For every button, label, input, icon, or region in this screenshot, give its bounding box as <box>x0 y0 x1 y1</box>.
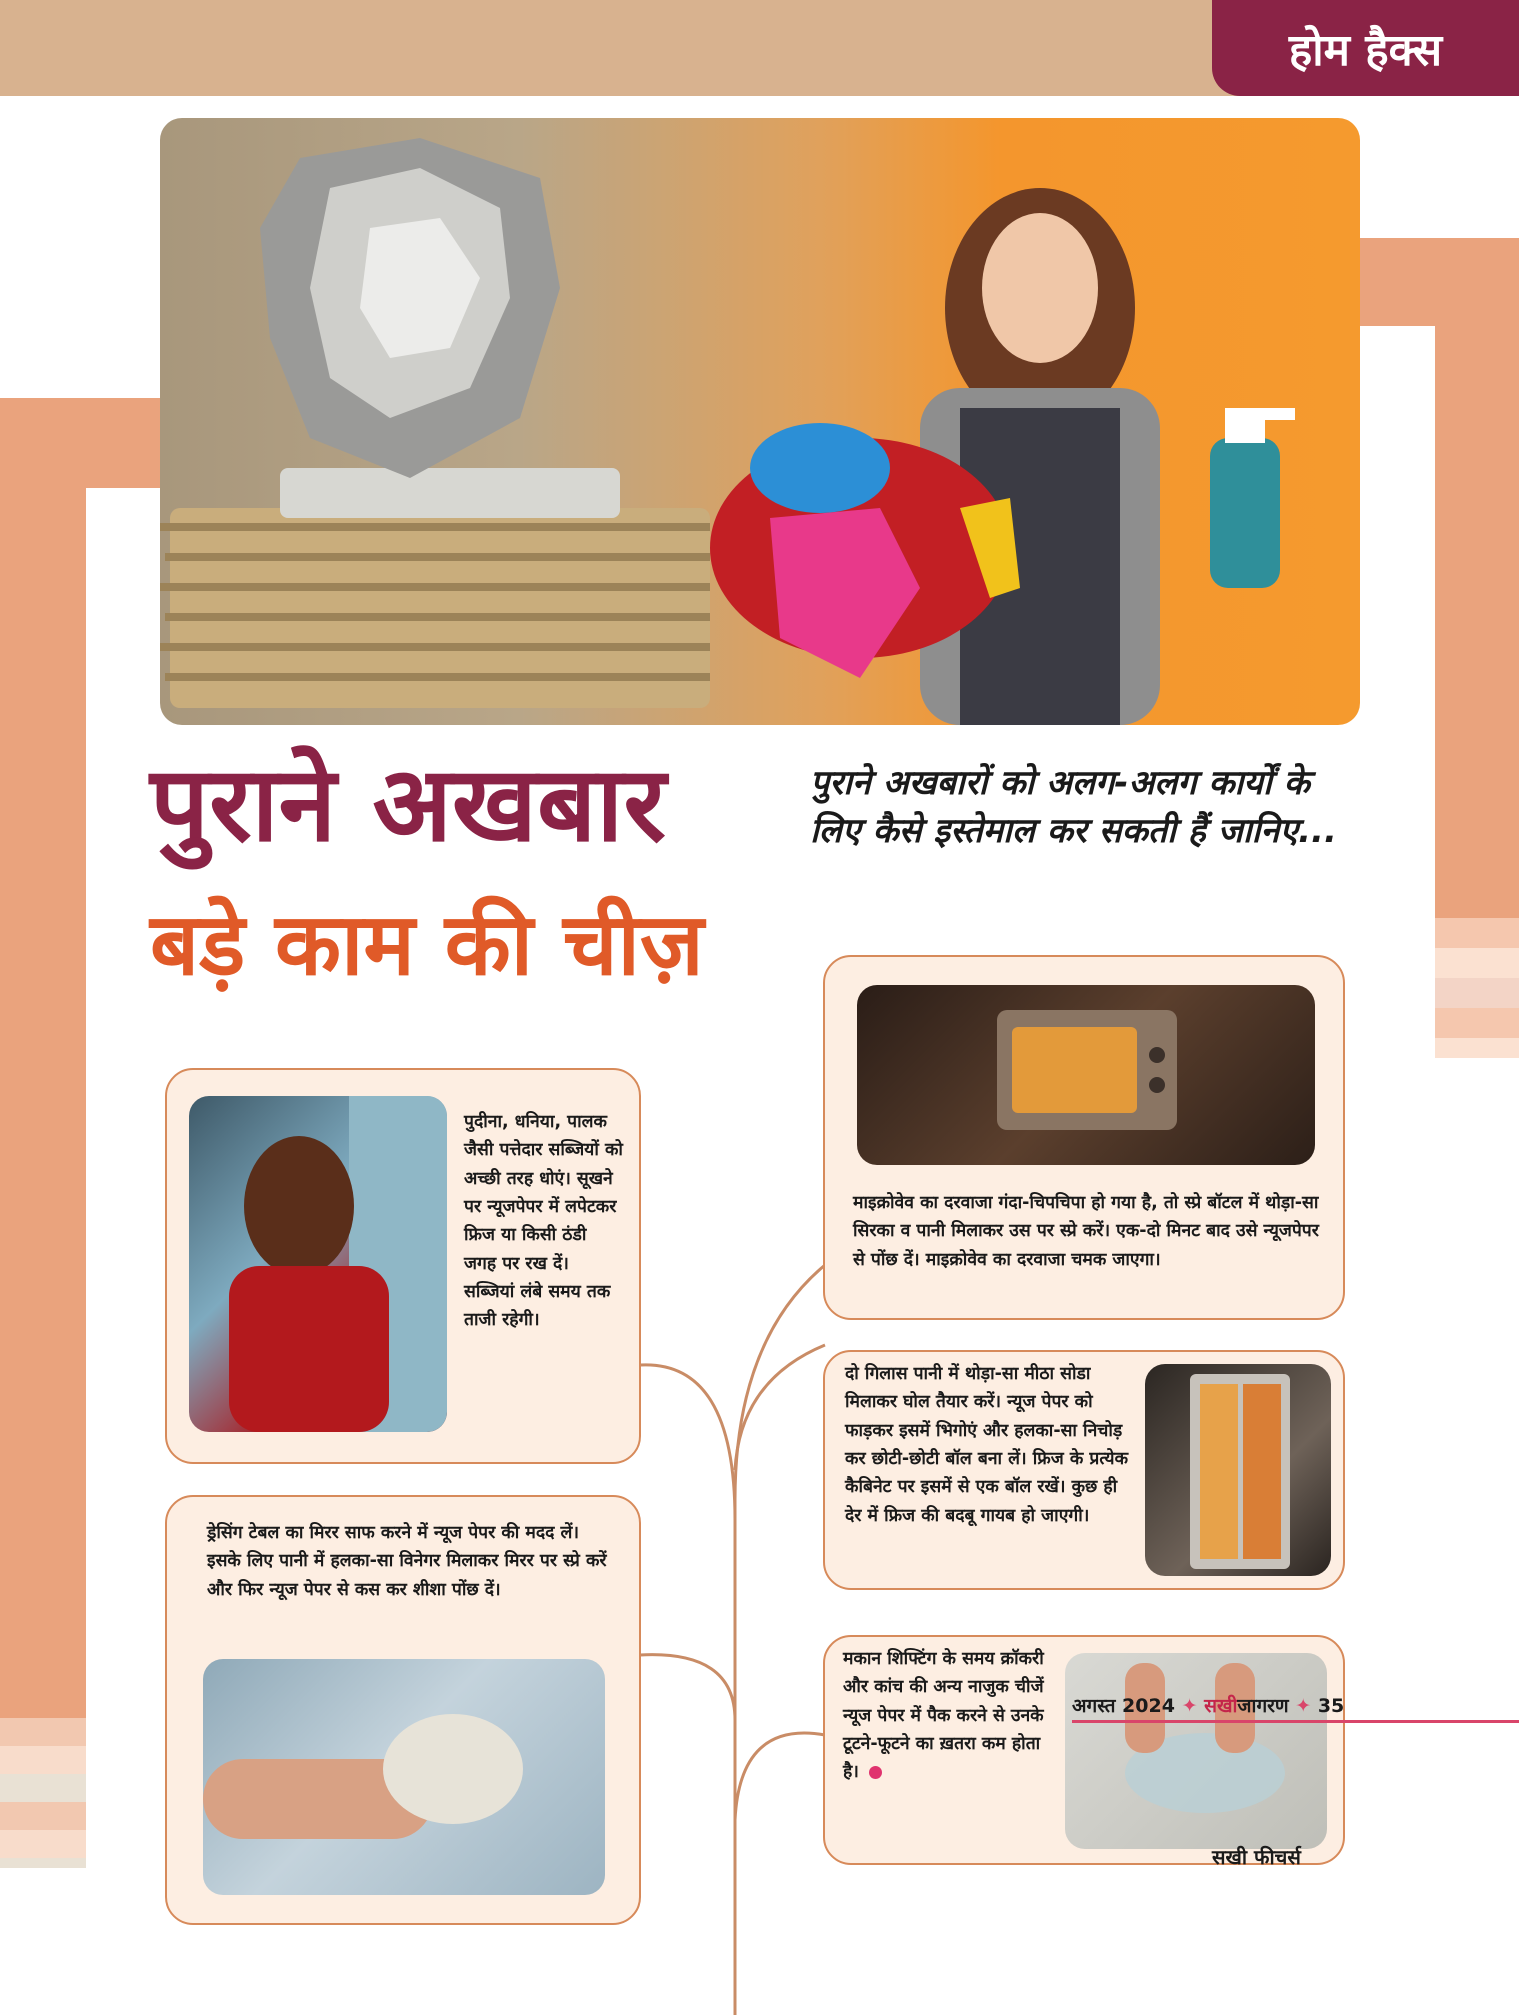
footer-star-icon: ✦ <box>1181 1695 1198 1717</box>
headline-line-2: बड़े काम की चीज़ <box>150 895 704 995</box>
footer-month-year: अगस्त 2024 <box>1072 1695 1175 1717</box>
tip-card-fridge <box>823 1350 1345 1590</box>
hand-wiping-illustration <box>203 1659 605 1895</box>
end-dot-icon <box>869 1766 882 1779</box>
woman-at-fridge-illustration <box>189 1096 447 1432</box>
oven-illustration <box>857 985 1315 1165</box>
microwave-photo <box>857 985 1315 1165</box>
tip-greens-text: पुदीना, धनिया, पालक जैसी पत्तेदार सब्जियों को अच्छी तरह धोएं। सूखने पर न्यूजपेपर में लपेटकर फ्रिज या किसी ठंडी जगह पर रख दें। सब्जियां लंबे समय तक ताजी रहेगी। <box>464 1112 623 1331</box>
tip-card-mirror <box>165 1495 641 1925</box>
section-tag: होम हैक्स <box>1212 0 1519 96</box>
packing-glass-photo <box>1065 1653 1327 1849</box>
footer-brand-suffix: जागरण <box>1237 1695 1289 1717</box>
footer-folio-line <box>1072 1692 1344 1718</box>
tip-shifting-text <box>843 1645 1048 1787</box>
tip-fridge-text: दो गिलास पानी में थोड़ा-सा मीठा सोडा मिलाकर घोल तैयार करें। न्यूज पेपर को फाड़कर इसमें भिगोएं और हलका-सा निचोड़ कर छोटी-छोटी बॉल बना लें। फ्रिज के प्रत्येक कैबिनेट पर इसमें से एक बॉल रखें। कुछ ही देर में फ्रिज की बदबू गायब हो जाएगी। <box>845 1364 1129 1526</box>
mirror-cleaning-photo <box>203 1659 605 1895</box>
tip-mirror-text: ड्रेसिंग टेबल का मिरर साफ करने में न्यूज पेपर की मदद लें। इसके लिए पानी में हलका-सा विनेगर मिलाकर मिरर पर स्प्रे करें और फिर न्यूज पेपर से कस कर शीशा पोंछ दें। <box>207 1523 607 1600</box>
headline-line-1: पुराने अखबार <box>150 743 666 865</box>
tip-card-shifting <box>823 1635 1345 1865</box>
footer-underline <box>1072 1720 1519 1723</box>
credit-byline: सखी फीचर्स <box>1212 1845 1301 1869</box>
fridge-woman-photo <box>189 1096 447 1432</box>
page-number: 35 <box>1317 1695 1345 1717</box>
fridge-illustration <box>1145 1364 1331 1576</box>
footer-brand-prefix: सखी <box>1204 1695 1238 1717</box>
intro-text: पुराने अखबारों को अलग-अलग कार्यों के लिए कैसे इस्तेमाल कर सकती हैं जानिए... <box>810 763 1337 851</box>
tip-card-microwave <box>823 955 1345 1320</box>
tip-microwave-text: माइक्रोवेव का दरवाजा गंदा-चिपचिपा हो गया है, तो स्प्रे बॉटल में थोड़ा-सा सिरका व पानी मिलाकर उस पर स्प्रे करें। एक-दो मिनट बाद उसे न्यूजपेपर से पोंछ दें। माइक्रोवेव का दरवाजा चमक जाएगा। <box>853 1193 1319 1270</box>
open-fridge-photo <box>1145 1364 1331 1576</box>
tip-card-greens <box>165 1068 641 1464</box>
tip-shifting-body: मकान शिफ्टिंग के समय क्रॉकरी और कांच की अन्य नाजुक चीजें न्यूज पेपर में पैक करने से उनके टूटने-फूटने का ख़तरा कम होता है। <box>843 1649 1044 1783</box>
hands-packing-illustration <box>1065 1653 1327 1849</box>
footer-star-icon-2: ✦ <box>1295 1695 1312 1717</box>
